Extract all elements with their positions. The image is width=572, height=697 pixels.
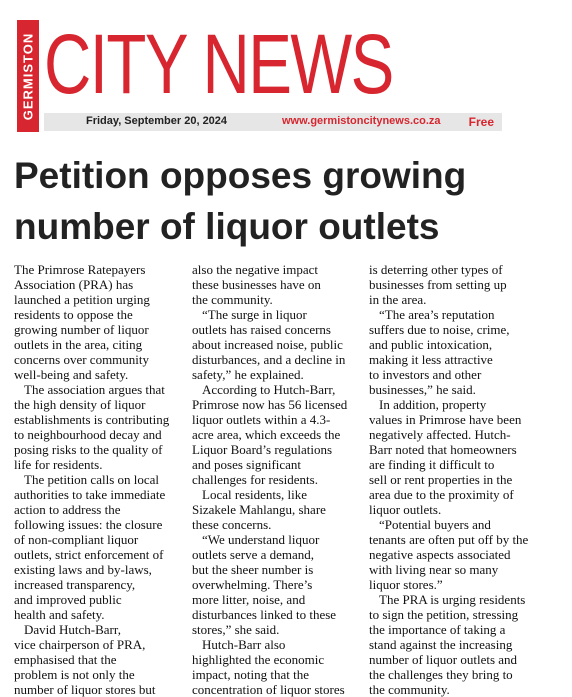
article-line: challenges for residents.	[192, 472, 318, 487]
article-line: businesses from setting up	[369, 277, 507, 292]
article-line: liquor stores.”	[369, 577, 443, 592]
article-line: disturbances linked to these	[192, 607, 337, 622]
article-line: number of liquor stores but	[14, 682, 156, 697]
article-line: is deterring other types of	[369, 262, 503, 277]
article-line: the community.	[369, 682, 450, 697]
article-line: and poses significant	[192, 457, 302, 472]
article-line: Hutch-Barr also	[202, 637, 286, 652]
article-line: suffers due to noise, crime,	[369, 322, 510, 337]
price-label: Free	[468, 115, 494, 129]
article-line: outlets in the area, citing	[14, 337, 143, 352]
article-line: Local residents, like	[202, 487, 308, 502]
article-line: The petition calls on local	[24, 472, 160, 487]
article-line: number of liquor outlets and	[369, 652, 518, 667]
masthead-dateline	[44, 113, 502, 131]
article-line: Sizakele Mahlangu, share	[192, 502, 326, 517]
article-line: area due to the proximity of	[369, 487, 514, 502]
article-line: negative aspects associated	[369, 547, 511, 562]
article-column-2	[192, 262, 360, 697]
article-line: “Potential buyers and	[379, 517, 491, 532]
article-line: David Hutch-Barr,	[24, 622, 121, 637]
article-line: Primrose now has 56 licensed	[192, 397, 348, 412]
article-line: health and safety.	[14, 607, 105, 622]
article-headline	[14, 150, 562, 252]
article-line: with living near so many	[369, 562, 499, 577]
article-line: to investors and other	[369, 367, 482, 382]
article-line: in the area.	[369, 292, 427, 307]
article-line: the importance of taking a	[369, 622, 506, 637]
article-line: growing number of liquor	[14, 322, 149, 337]
article-line: residents to oppose the	[14, 307, 133, 322]
masthead-side-label: GERMISTON	[20, 32, 36, 120]
article-line: In addition, property	[379, 397, 487, 412]
article-line: impact, noting that the	[192, 667, 309, 682]
article-line: negatively affected. Hutch-	[369, 427, 511, 442]
article-line: life for residents.	[14, 457, 103, 472]
article-line: to neighbourhood decay and	[14, 427, 162, 442]
article-line: to sign the petition, stressing	[369, 607, 519, 622]
article-column-1	[14, 262, 182, 697]
article-line: liquor outlets.	[369, 502, 442, 517]
article-line: values in Primrose have been	[369, 412, 522, 427]
article-line: more litter, noise, and	[192, 592, 306, 607]
headline-line: number of liquor outlets	[14, 206, 440, 247]
article-line: making it less attractive	[369, 352, 493, 367]
article-line: emphasised that the	[14, 652, 117, 667]
masthead-title: CITY NEWS	[44, 17, 393, 111]
article-line: of non-compliant liquor	[14, 532, 139, 547]
masthead-side-tab	[17, 20, 39, 132]
article-line: stand against the increasing	[369, 637, 513, 652]
article-line: overwhelming. There’s	[192, 577, 313, 592]
article-line: problem is not only the	[14, 667, 135, 682]
article-line: businesses,” he said.	[369, 382, 476, 397]
article-column-3	[369, 262, 549, 697]
article-line: liquor outlets within a 4.3-	[192, 412, 331, 427]
article-line: posing risks to the quality of	[14, 442, 163, 457]
article-line: following issues: the closure	[14, 517, 163, 532]
article-line: and improved public	[14, 592, 122, 607]
article-line: The Primrose Ratepayers	[14, 262, 146, 277]
article-line: highlighted the economic	[192, 652, 325, 667]
article-line: outlets, strict enforcement of	[14, 547, 164, 562]
article-line: “We understand liquor	[202, 532, 320, 547]
article-line: Association (PRA) has	[14, 277, 134, 292]
article-line: stores,” she said.	[192, 622, 280, 637]
article-line: are finding it difficult to	[369, 457, 495, 472]
article-line: action to address the	[14, 502, 121, 517]
article-line: concentration of liquor stores	[192, 682, 345, 697]
article-line: launched a petition urging	[14, 292, 150, 307]
article-line: the high density of liquor	[14, 397, 146, 412]
article-line: these businesses have on	[192, 277, 321, 292]
website-link[interactable]: www.germistoncitynews.co.za	[282, 115, 441, 127]
article-line: According to Hutch-Barr,	[202, 382, 336, 397]
article-line: the challenges they bring to	[369, 667, 513, 682]
article-line: outlets serve a demand,	[192, 547, 315, 562]
article-line: “The surge in liquor	[202, 307, 307, 322]
article-line: well-being and safety.	[14, 367, 129, 382]
article-line: and public intoxication,	[369, 337, 493, 352]
article-line: tenants are often put off by the	[369, 532, 529, 547]
article-line: existing laws and by-laws,	[14, 562, 152, 577]
article-line: “The area’s reputation	[379, 307, 495, 322]
article-line: The association argues that	[24, 382, 165, 397]
headline-line: Petition opposes growing	[14, 155, 467, 196]
article-line: The PRA is urging residents	[379, 592, 526, 607]
article-line: sell or rent properties in the	[369, 472, 513, 487]
article-line: concerns over community	[14, 352, 150, 367]
article-line: authorities to take immediate	[14, 487, 166, 502]
article-line: safety,” he explained.	[192, 367, 304, 382]
article-line: establishments is contributing	[14, 412, 170, 427]
article-line: Liquor Board’s regulations	[192, 442, 333, 457]
article-line: also the negative impact	[192, 262, 318, 277]
article-line: vice chairperson of PRA,	[14, 637, 146, 652]
publication-date: Friday, September 20, 2024	[86, 115, 228, 127]
article-line: Barr noted that homeowners	[369, 442, 517, 457]
article-line: increased transparency,	[14, 577, 136, 592]
article-line: these concerns.	[192, 517, 272, 532]
article-line: the community.	[192, 292, 273, 307]
article-line: acre area, which exceeds the	[192, 427, 341, 442]
masthead	[0, 0, 572, 138]
article-line: disturbances, and a decline in	[192, 352, 346, 367]
article-line: but the sheer number is	[192, 562, 314, 577]
article-line: about increased noise, public	[192, 337, 343, 352]
article-line: outlets has raised concerns	[192, 322, 331, 337]
